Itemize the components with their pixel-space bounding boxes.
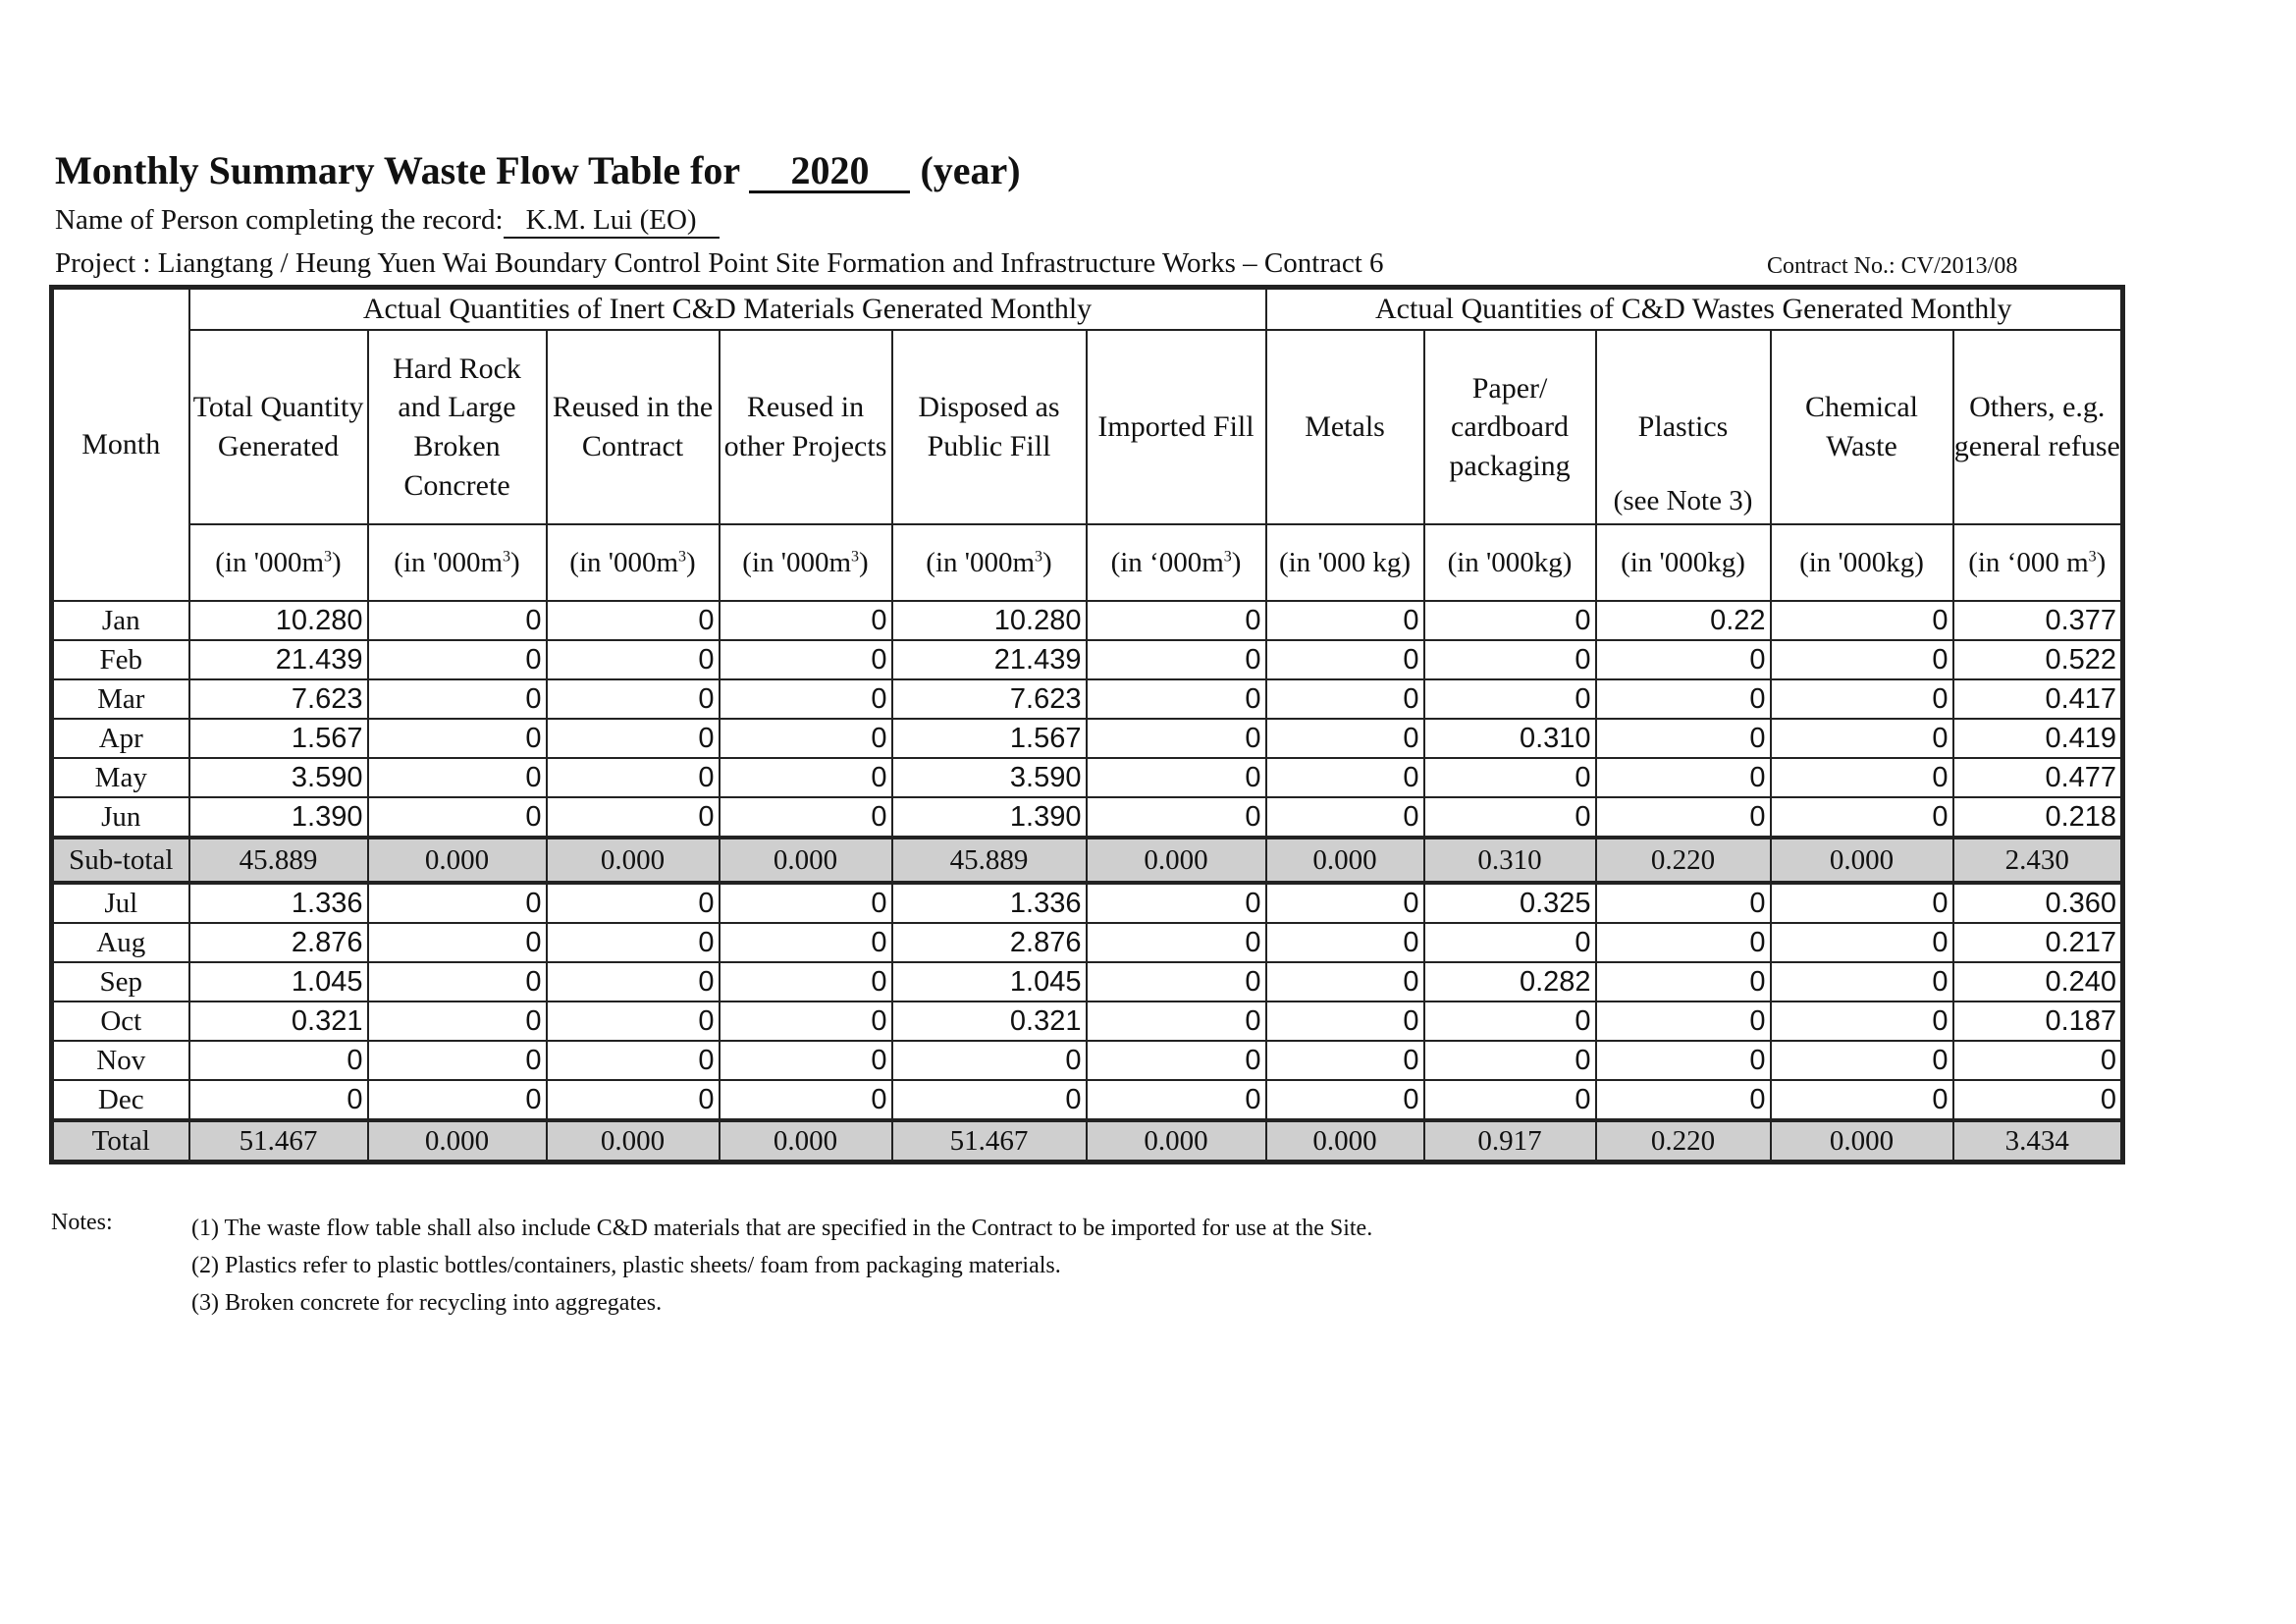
value-cell: 0 (547, 719, 720, 758)
table-row (52, 1080, 2123, 1120)
column-label: Paper/ cardboard packaging (1449, 371, 1571, 482)
table-row (52, 797, 2123, 838)
value-cell: 0 (368, 1041, 547, 1080)
table-row (52, 1001, 2123, 1041)
value-cell: 0 (368, 1001, 547, 1041)
value-cell: 0.218 (1953, 797, 2123, 838)
value-cell: 0 (720, 1080, 892, 1120)
unit-text: (in ‘000 m (1968, 546, 2089, 578)
column-unit (720, 524, 892, 601)
value-cell: 0.310 (1424, 719, 1596, 758)
column-label: Disposed as Public Fill (918, 391, 1060, 462)
value-cell: 3.434 (1953, 1120, 2123, 1163)
column-label: Imported Fill (1097, 410, 1255, 444)
value-cell: 0 (1596, 923, 1771, 962)
value-cell: 0.310 (1424, 838, 1596, 883)
value-cell: 0.000 (1087, 1120, 1266, 1163)
value-cell: 0.187 (1953, 1001, 2123, 1041)
value-cell: 0 (1771, 679, 1953, 719)
column-header (368, 330, 547, 524)
column-unit (1953, 524, 2123, 601)
column-unit (892, 524, 1087, 601)
month-cell: Jul (52, 883, 189, 923)
value-cell: 1.390 (892, 797, 1087, 838)
value-cell: 1.567 (892, 719, 1087, 758)
month-cell: Mar (52, 679, 189, 719)
month-cell: Oct (52, 1001, 189, 1041)
value-cell: 10.280 (892, 601, 1087, 640)
value-cell: 0 (1266, 923, 1424, 962)
value-cell: 0 (547, 640, 720, 679)
month-cell: Dec (52, 1080, 189, 1120)
value-cell: 0.522 (1953, 640, 2123, 679)
value-cell: 0.000 (547, 1120, 720, 1163)
unit-text: (in '000kg) (1621, 546, 1745, 578)
value-cell: 0.419 (1953, 719, 2123, 758)
value-cell: 0 (720, 883, 892, 923)
value-cell: 0 (547, 1080, 720, 1120)
value-cell: 10.280 (189, 601, 368, 640)
value-cell: 0 (1424, 923, 1596, 962)
value-cell: 0 (1596, 1001, 1771, 1041)
value-cell: 0 (368, 679, 547, 719)
value-cell: 0 (1266, 883, 1424, 923)
value-cell: 0.240 (1953, 962, 2123, 1001)
table-row (52, 640, 2123, 679)
value-cell: 0 (547, 601, 720, 640)
value-cell: 2.430 (1953, 838, 2123, 883)
value-cell: 1.045 (189, 962, 368, 1001)
month-cell: Apr (52, 719, 189, 758)
month-header: Month (52, 288, 189, 602)
value-cell: 21.439 (892, 640, 1087, 679)
value-cell: 0 (1596, 883, 1771, 923)
value-cell: 0 (720, 1001, 892, 1041)
value-cell: 0 (1266, 1041, 1424, 1080)
column-label: Metals (1305, 410, 1385, 444)
unit-superscript: 3 (324, 547, 333, 565)
note-item: (1) The waste flow table shall also include C&D materials that are specified in the Contract to be imported for use at the Site. (191, 1216, 1373, 1241)
value-cell: 0 (368, 1080, 547, 1120)
column-header (1087, 330, 1266, 524)
value-cell: 21.439 (189, 640, 368, 679)
value-cell: 0 (892, 1041, 1087, 1080)
column-unit (1424, 524, 1596, 601)
month-cell: May (52, 758, 189, 797)
value-cell: 0 (1953, 1041, 2123, 1080)
month-cell: Jan (52, 601, 189, 640)
column-label: Others, e.g. general refuse (1953, 391, 2120, 462)
value-cell: 0 (720, 758, 892, 797)
person-line (55, 204, 720, 239)
value-cell: 0 (1771, 923, 1953, 962)
value-cell: 0.220 (1596, 838, 1771, 883)
value-cell: 0 (1087, 679, 1266, 719)
value-cell: 51.467 (892, 1120, 1087, 1163)
unit-end: ) (1231, 546, 1242, 578)
value-cell: 0.000 (368, 838, 547, 883)
column-header (547, 330, 720, 524)
value-cell: 0.377 (1953, 601, 2123, 640)
column-label: Total Quantity Generated (192, 391, 364, 462)
value-cell: 0 (547, 797, 720, 838)
year-value: 2020 (749, 151, 910, 193)
person-name: K.M. Lui (EO) (504, 204, 720, 239)
summary-label: Sub-total (52, 838, 189, 883)
title-prefix: Monthly Summary Waste Flow Table for (55, 148, 740, 192)
column-note: (see Note 3) (1613, 484, 1753, 516)
table-row (52, 679, 2123, 719)
value-cell: 3.590 (892, 758, 1087, 797)
value-cell: 0.000 (720, 838, 892, 883)
unit-superscript: 3 (678, 547, 687, 565)
value-cell: 0 (1771, 962, 1953, 1001)
column-header (1596, 330, 1771, 524)
column-label: Hard Rock and Large Broken Concrete (393, 352, 521, 502)
value-cell: 0 (1087, 883, 1266, 923)
notes-list (191, 1210, 1372, 1322)
month-cell: Jun (52, 797, 189, 838)
value-cell: 0 (1771, 1041, 1953, 1080)
value-cell: 0 (720, 601, 892, 640)
unit-text: (in '000 kg) (1278, 546, 1412, 578)
value-cell: 0 (1087, 1001, 1266, 1041)
value-cell: 0 (1596, 962, 1771, 1001)
value-cell: 0.000 (1087, 838, 1266, 883)
column-unit (547, 524, 720, 601)
value-cell: 0 (892, 1080, 1087, 1120)
value-cell: 0 (1596, 1080, 1771, 1120)
table-row (52, 1041, 2123, 1080)
value-cell: 0 (1771, 719, 1953, 758)
wastes-group-header: Actual Quantities of C&D Wastes Generated Monthly (1266, 288, 2123, 331)
value-cell: 0.282 (1424, 962, 1596, 1001)
value-cell: 0 (1596, 719, 1771, 758)
value-cell: 0 (189, 1080, 368, 1120)
value-cell: 1.336 (892, 883, 1087, 923)
value-cell: 0 (368, 640, 547, 679)
unit-text: (in ‘000m (1110, 546, 1224, 578)
value-cell: 0 (1266, 679, 1424, 719)
value-cell: 0 (720, 719, 892, 758)
table-row (52, 601, 2123, 640)
value-cell: 0 (189, 1041, 368, 1080)
value-cell: 0 (720, 1041, 892, 1080)
value-cell: 3.590 (189, 758, 368, 797)
value-cell: 0.477 (1953, 758, 2123, 797)
value-cell: 0.217 (1953, 923, 2123, 962)
value-cell: 0 (1087, 640, 1266, 679)
value-cell: 0 (368, 923, 547, 962)
column-header (1424, 330, 1596, 524)
value-cell: 0 (1087, 758, 1266, 797)
summary-row (52, 838, 2123, 883)
value-cell: 0 (1266, 719, 1424, 758)
value-cell: 0 (1596, 797, 1771, 838)
value-cell: 0 (1771, 758, 1953, 797)
value-cell: 0 (720, 797, 892, 838)
value-cell: 0 (1266, 797, 1424, 838)
value-cell: 0 (1087, 1080, 1266, 1120)
column-header (1953, 330, 2123, 524)
value-cell: 0.325 (1424, 883, 1596, 923)
column-header (892, 330, 1087, 524)
table-row (52, 883, 2123, 923)
value-cell: 0.220 (1596, 1120, 1771, 1163)
value-cell: 0.000 (547, 838, 720, 883)
value-cell: 0 (1266, 601, 1424, 640)
value-cell: 0 (1087, 719, 1266, 758)
column-label: Reused in the Contract (552, 391, 714, 462)
table-row (52, 758, 2123, 797)
unit-text: (in '000m (394, 546, 504, 578)
column-header (1266, 330, 1424, 524)
value-cell: 0 (368, 719, 547, 758)
value-cell: 0 (1771, 640, 1953, 679)
value-cell: 1.045 (892, 962, 1087, 1001)
column-header (720, 330, 892, 524)
value-cell: 0.000 (1266, 1120, 1424, 1163)
project-line: Project : Liangtang / Heung Yuen Wai Boundary Control Point Site Formation and Infrastructure Works – Contract 6 (55, 247, 1384, 279)
unit-end: ) (332, 546, 342, 578)
value-cell: 0 (1771, 883, 1953, 923)
value-cell: 0 (1266, 1080, 1424, 1120)
value-cell: 0 (1266, 640, 1424, 679)
value-cell: 0 (368, 601, 547, 640)
month-cell: Nov (52, 1041, 189, 1080)
value-cell: 0 (368, 883, 547, 923)
inert-group-header: Actual Quantities of Inert C&D Materials Generated Monthly (189, 288, 1266, 331)
month-cell: Feb (52, 640, 189, 679)
value-cell: 0 (1266, 1001, 1424, 1041)
contract-number: Contract No.: CV/2013/08 (1767, 253, 2018, 279)
unit-superscript: 3 (1035, 547, 1043, 565)
column-header (189, 330, 368, 524)
value-cell: 0.000 (1771, 1120, 1953, 1163)
value-cell: 0.000 (368, 1120, 547, 1163)
note-item: (2) Plastics refer to plastic bottles/containers, plastic sheets/ foam from packaging materials. (191, 1253, 1061, 1278)
unit-text: (in '000m (215, 546, 325, 578)
value-cell: 0 (720, 679, 892, 719)
value-cell: 45.889 (189, 838, 368, 883)
value-cell: 0 (1771, 1080, 1953, 1120)
value-cell: 0 (547, 883, 720, 923)
unit-superscript: 3 (2088, 547, 2097, 565)
unit-text: (in '000kg) (1799, 546, 1924, 578)
value-cell: 1.390 (189, 797, 368, 838)
value-cell: 0 (1424, 1080, 1596, 1120)
value-cell: 0 (547, 1041, 720, 1080)
unit-end: ) (1042, 546, 1052, 578)
value-cell: 0 (1771, 601, 1953, 640)
page-title (55, 147, 1021, 193)
unit-superscript: 3 (1223, 547, 1232, 565)
unit-end: ) (2096, 546, 2107, 578)
column-header (1771, 330, 1953, 524)
unit-end: ) (510, 546, 520, 578)
unit-end: ) (859, 546, 869, 578)
value-cell: 7.623 (892, 679, 1087, 719)
value-cell: 0.000 (1771, 838, 1953, 883)
waste-flow-table (49, 285, 2125, 1164)
value-cell: 51.467 (189, 1120, 368, 1163)
value-cell: 2.876 (189, 923, 368, 962)
value-cell: 0 (1266, 962, 1424, 1001)
table-row (52, 923, 2123, 962)
value-cell: 7.623 (189, 679, 368, 719)
value-cell: 0 (368, 962, 547, 1001)
note-item: (3) Broken concrete for recycling into aggregates. (191, 1290, 663, 1316)
table-row (52, 719, 2123, 758)
value-cell: 0 (1424, 640, 1596, 679)
column-unit (368, 524, 547, 601)
unit-text: (in '000kg) (1447, 546, 1573, 578)
value-cell: 0 (720, 923, 892, 962)
value-cell: 0.417 (1953, 679, 2123, 719)
value-cell: 0 (368, 758, 547, 797)
value-cell: 0 (1953, 1080, 2123, 1120)
unit-superscript: 3 (851, 547, 860, 565)
summary-row (52, 1120, 2123, 1163)
value-cell: 0 (1424, 1001, 1596, 1041)
value-cell: 0 (1087, 962, 1266, 1001)
value-cell: 0 (1424, 679, 1596, 719)
column-unit (1596, 524, 1771, 601)
value-cell: 0 (547, 923, 720, 962)
value-cell: 0 (547, 679, 720, 719)
value-cell: 0 (1596, 679, 1771, 719)
value-cell: 0 (1596, 640, 1771, 679)
month-cell: Sep (52, 962, 189, 1001)
column-unit (1266, 524, 1424, 601)
value-cell: 45.889 (892, 838, 1087, 883)
value-cell: 0 (547, 1001, 720, 1041)
summary-label: Total (52, 1120, 189, 1163)
unit-text: (in '000m (926, 546, 1036, 578)
unit-end: ) (686, 546, 696, 578)
table-row (52, 962, 2123, 1001)
value-cell: 0.321 (892, 1001, 1087, 1041)
title-suffix: (year) (920, 148, 1021, 192)
value-cell: 0.917 (1424, 1120, 1596, 1163)
value-cell: 0.22 (1596, 601, 1771, 640)
value-cell: 1.336 (189, 883, 368, 923)
value-cell: 0.000 (720, 1120, 892, 1163)
unit-superscript: 3 (503, 547, 511, 565)
value-cell: 0 (368, 797, 547, 838)
person-label: Name of Person completing the record: (55, 204, 504, 236)
value-cell: 0 (1087, 601, 1266, 640)
value-cell: 0 (547, 962, 720, 1001)
value-cell: 0 (1424, 758, 1596, 797)
value-cell: 0 (1087, 1041, 1266, 1080)
notes-label: Notes: (51, 1210, 113, 1235)
value-cell: 0 (1424, 601, 1596, 640)
value-cell: 0 (1424, 1041, 1596, 1080)
value-cell: 0 (1087, 797, 1266, 838)
value-cell: 1.567 (189, 719, 368, 758)
column-label: Chemical Waste (1805, 391, 1918, 462)
value-cell: 0.000 (1266, 838, 1424, 883)
column-label: Reused in other Projects (723, 391, 887, 462)
month-cell: Aug (52, 923, 189, 962)
value-cell: 0 (720, 962, 892, 1001)
value-cell: 0.321 (189, 1001, 368, 1041)
column-unit (189, 524, 368, 601)
value-cell: 0 (1266, 758, 1424, 797)
value-cell: 0 (1087, 923, 1266, 962)
value-cell: 0 (1596, 758, 1771, 797)
value-cell: 0 (1771, 797, 1953, 838)
value-cell: 0 (1424, 797, 1596, 838)
value-cell: 0 (547, 758, 720, 797)
column-unit (1771, 524, 1953, 601)
column-label: Plastics (1637, 410, 1729, 444)
value-cell: 0 (720, 640, 892, 679)
column-unit (1087, 524, 1266, 601)
value-cell: 0 (1771, 1001, 1953, 1041)
unit-text: (in '000m (569, 546, 679, 578)
value-cell: 0 (1596, 1041, 1771, 1080)
unit-text: (in '000m (742, 546, 852, 578)
value-cell: 2.876 (892, 923, 1087, 962)
value-cell: 0.360 (1953, 883, 2123, 923)
